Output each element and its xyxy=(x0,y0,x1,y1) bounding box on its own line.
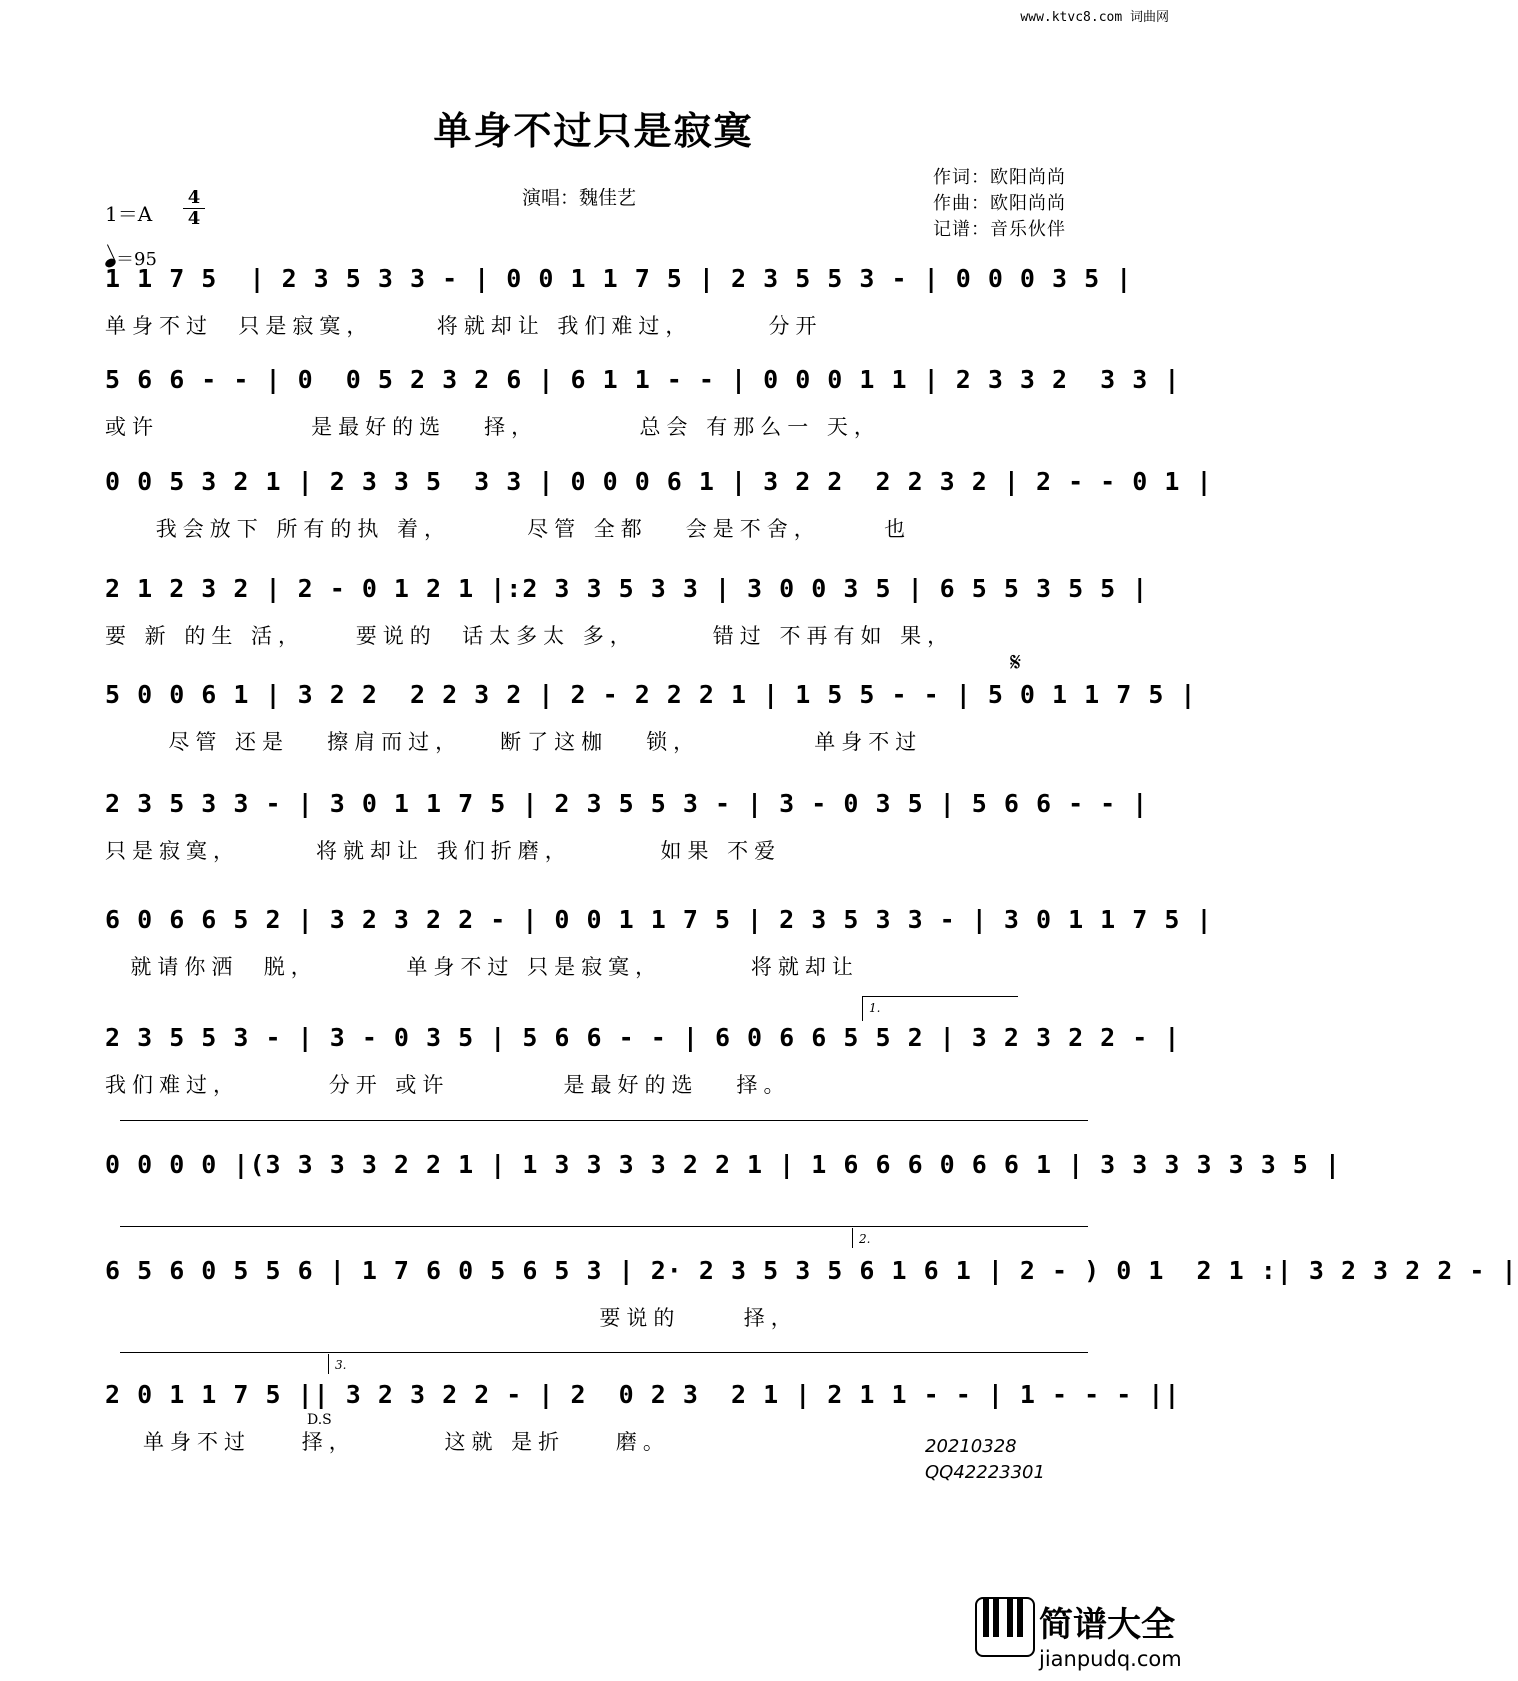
transcriber-qq: QQ42223301 xyxy=(925,1462,1045,1483)
time-signature xyxy=(183,188,205,229)
jianpudq-logo xyxy=(975,1593,1182,1677)
volta-third-bracket xyxy=(328,1354,1019,1374)
volta-third-label: 3. xyxy=(335,1358,347,1372)
lyric-line-2: 或许 是最好的选 择， 总会 有那么一 天， xyxy=(105,415,881,439)
score-line-8: 2 3 5 5 3 - | 3 - 0 3 5 | 5 6 6 - - | 6 0 6 6 5 5 2 | 3 2 3 2 2 - | xyxy=(105,1023,1181,1052)
singer-credit: 演唱：魏佳艺 xyxy=(522,187,637,209)
segno-sign: 𝄋 xyxy=(1010,648,1022,678)
piano-keys-icon xyxy=(975,1597,1035,1657)
lyric-line-11: 单身不过 择， 这就 是折 磨。 xyxy=(105,1430,670,1454)
score-line-11: 2 0 1 1 7 5 || 3 2 3 2 2 - | 2 0 2 3 2 1 | 2 1 1 - - | 1 - - - || xyxy=(105,1380,1181,1409)
lyric-line-10: 要说的 择， xyxy=(105,1306,798,1330)
tempo-value: ＝95 xyxy=(116,249,157,270)
ds-marking: D.S xyxy=(307,1412,332,1428)
score-line-3: 0 0 5 3 2 1 | 2 3 3 5 3 3 | 0 0 0 6 1 | 3 2 2 2 2 3 2 | 2 - - 0 1 | xyxy=(105,467,1213,496)
lyric-line-4: 要 新 的生 活， 要说的 话太多太 多， 错过 不再有如 果， xyxy=(105,624,955,648)
lyric-line-1: 单身不过 只是寂寞， 将就却让 我们难过， 分开 xyxy=(105,314,823,338)
meter-bottom: 4 xyxy=(183,208,205,229)
composer-credit: 作曲：欧阳尚尚 xyxy=(933,193,1066,214)
score-line-10: 6 5 6 0 5 5 6 | 1 7 6 0 5 6 5 3 | 2· 2 3 5 3 5 6 1 6 1 | 2 - ) 0 1 2 1 :| 3 2 3 2 2 - | xyxy=(105,1256,1518,1285)
volta-second-bracket xyxy=(852,1228,1018,1248)
logo-url: jianpudq.com xyxy=(1039,1647,1182,1671)
lyric-line-7: 就请你洒 脱， 单身不过 只是寂寞， 将就却让 xyxy=(105,955,859,979)
volta-second-label: 2. xyxy=(859,1232,871,1246)
lyric-line-6: 只是寂寞， 将就却让 我们折磨， 如果 不爱 xyxy=(105,839,782,863)
lyricist-credit: 作词：欧阳尚尚 xyxy=(933,167,1066,188)
score-line-2: 5 6 6 - - | 0 0 5 2 3 2 6 | 6 1 1 - - | 0 0 0 1 1 | 2 3 3 2 3 3 | xyxy=(105,365,1181,394)
volta-first-label: 1. xyxy=(869,1001,881,1015)
lyric-line-3: 我会放下 所有的执 着， 尽管 全都 会是不舍， 也 xyxy=(105,517,912,541)
lyric-line-8: 我们难过， 分开 或许 是最好的选 择。 xyxy=(105,1073,791,1097)
score-line-4: 2 1 2 3 2 | 2 - 0 1 2 1 |:2 3 3 5 3 3 | 3 0 0 3 5 | 6 5 5 3 5 5 | xyxy=(105,574,1149,603)
score-line-9: 0 0 0 0 |(3 3 3 3 2 2 1 | 1 3 3 3 3 2 2 1 | 1 6 6 6 0 6 6 1 | 3 3 3 3 3 3 5 | xyxy=(105,1150,1341,1179)
key-signature: 1＝A xyxy=(105,202,153,226)
logo-text: 简谱大全 xyxy=(1039,1605,1175,1645)
lyric-line-5: 尽管 还是 擦肩而过， 断了这枷 锁， 单身不过 xyxy=(105,730,923,754)
site-watermark: www.ktvc8.com 词曲网 xyxy=(1020,10,1169,25)
score-line-7: 6 0 6 6 5 2 | 3 2 3 2 2 - | 0 0 1 1 7 5 | 2 3 5 3 3 - | 3 0 1 1 7 5 | xyxy=(105,905,1213,934)
transcriber-credit: 记谱：音乐伙伴 xyxy=(933,219,1066,240)
song-title: 单身不过只是寂寞 xyxy=(433,108,754,153)
staff-rule-1 xyxy=(120,1120,1088,1121)
transcription-date: 20210328 xyxy=(925,1436,1017,1457)
score-line-6: 2 3 5 3 3 - | 3 0 1 1 7 5 | 2 3 5 5 3 - | 3 - 0 3 5 | 5 6 6 - - | xyxy=(105,789,1149,818)
score-line-5: 5 0 0 6 1 | 3 2 2 2 2 3 2 | 2 - 2 2 2 1 | 1 5 5 - - | 5 0 1 1 7 5 | xyxy=(105,680,1197,709)
staff-rule-3 xyxy=(120,1352,1088,1353)
volta-first-bracket xyxy=(862,996,1018,1021)
meter-top: 4 xyxy=(187,187,201,208)
staff-rule-2 xyxy=(120,1226,1088,1227)
score-line-1: 1 1 7 5 | 2 3 5 3 3 - | 0 0 1 1 7 5 | 2 3 5 5 3 - | 0 0 0 3 5 | xyxy=(105,264,1133,293)
